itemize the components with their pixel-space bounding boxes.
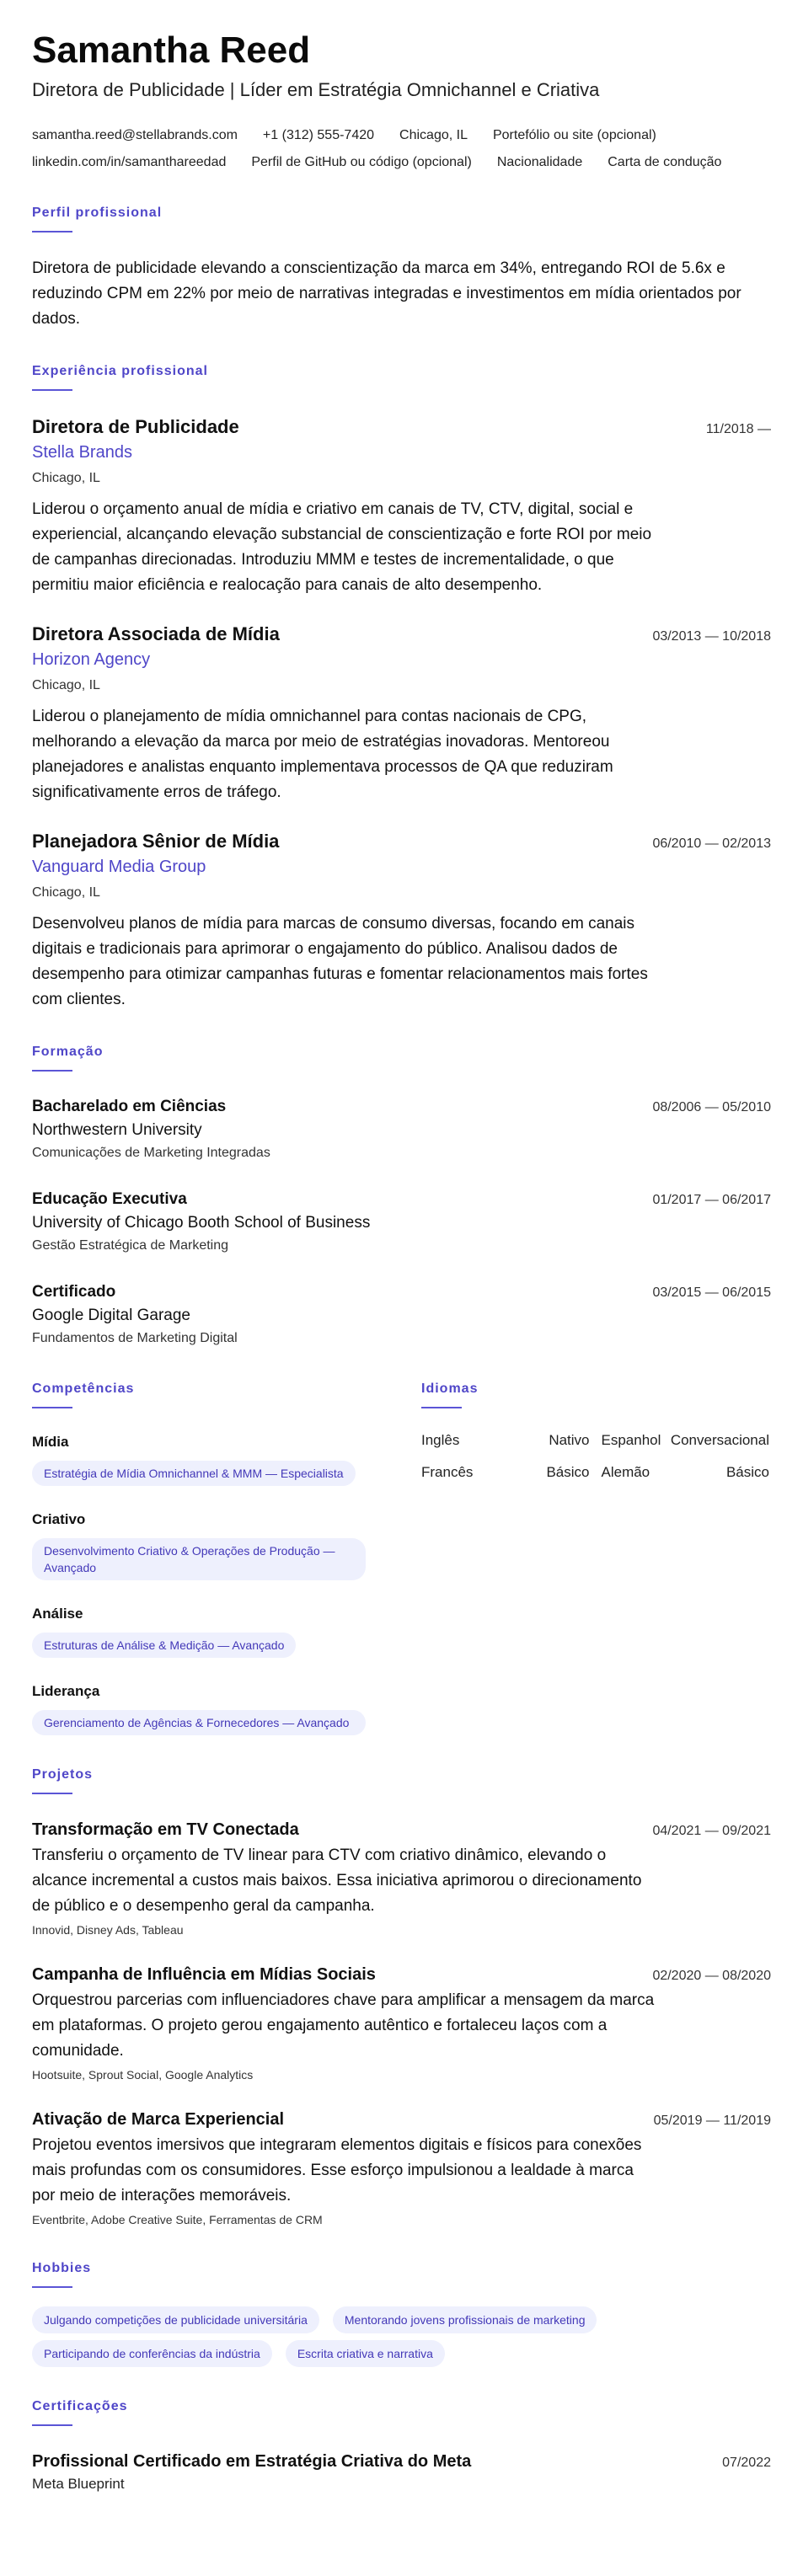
job-description: Liderou o planejamento de mídia omnichannel para contas nacionais de CPG, melhorando a elevação da marca por meio de estratégias inovadoras. Mentoreou planejadores e analistas enquanto implementava processos de QA que reduziram significativamente erros de tráfego. <box>32 708 613 801</box>
language-item <box>602 1430 770 1451</box>
language-level: Básico <box>546 1464 590 1480</box>
contact-location: Chicago, IL <box>399 128 468 142</box>
education-section <box>32 1045 771 1349</box>
language-level: Básico <box>725 1464 769 1480</box>
project-entry <box>32 1818 771 1939</box>
job-location: Chicago, IL <box>32 885 100 900</box>
language-item <box>602 1462 770 1483</box>
project-date: 04/2021 — 09/2021 <box>652 1824 771 1838</box>
language-name: Inglês <box>421 1432 460 1448</box>
certification-title: Profissional Certificado em Estratégia Criativa do Meta <box>32 2452 472 2471</box>
project-title: Ativação de Marca Experiencial <box>32 2110 285 2129</box>
certifications-section <box>32 2399 771 2495</box>
section-divider <box>32 1793 72 1794</box>
project-entry <box>32 2108 771 2229</box>
section-divider <box>32 1070 72 1072</box>
education-date: 01/2017 — 06/2017 <box>652 1193 771 1207</box>
job-description: Desenvolveu planos de mídia para marcas de consumo diversas, focando em canais digitais e tradicionais para aprimorar o engajamento do público. Analisou dados de desempenho para otimizar campanhas futuras e fomentar relacionamentos mais fortes com clientes. <box>32 915 648 1008</box>
section-divider <box>32 1407 72 1408</box>
skill-group <box>32 1510 388 1580</box>
contact-list <box>32 125 731 174</box>
section-title: Competências <box>32 1382 135 1396</box>
project-title: Campanha de Influência em Mídias Sociais <box>32 1965 376 1984</box>
certification-entry <box>32 2450 771 2495</box>
education-degree: Educação Executiva <box>32 1190 187 1208</box>
section-divider <box>32 2286 72 2288</box>
candidate-headline: Diretora de Publicidade | Líder em Estratégia Omnichannel e Criativa <box>32 79 600 100</box>
education-date: 08/2006 — 05/2010 <box>652 1100 771 1114</box>
project-description: Projetou eventos imersivos que integraram elementos digitais e físicos para conexões mais profundas com os consumidores. Esse esforço impulsionou a lealdade à marca por meio de interações memoráveis. <box>32 2136 642 2205</box>
job-company: Vanguard Media Group <box>32 858 206 876</box>
language-level: Conversacional <box>670 1432 769 1448</box>
hobby-chip: Julgando competições de publicidade universitária <box>32 2306 319 2333</box>
language-name: Francês <box>421 1464 474 1480</box>
contact-email[interactable]: samantha.reed@stellabrands.com <box>32 128 238 142</box>
language-name: Alemão <box>601 1464 650 1480</box>
languages-section <box>421 1382 769 1735</box>
experience-section <box>32 364 771 1013</box>
skill-group-name: Mídia <box>32 1434 69 1450</box>
skill-chip: Gerenciamento de Agências & Fornecedores — Avançado <box>32 1710 366 1735</box>
education-date: 03/2015 — 06/2015 <box>652 1285 771 1300</box>
section-divider <box>32 231 72 232</box>
job-title: Diretora de Publicidade <box>32 416 239 437</box>
job-date: 06/2010 — 02/2013 <box>652 836 771 851</box>
language-name: Espanhol <box>601 1432 661 1448</box>
job-company: Stella Brands <box>32 443 132 462</box>
project-tools: Innovid, Disney Ads, Tableau <box>32 1923 184 1937</box>
hobby-chip: Participando de conferências da indústria <box>32 2340 272 2367</box>
section-divider <box>32 389 72 391</box>
job-company: Horizon Agency <box>32 650 151 669</box>
project-date: 02/2020 — 08/2020 <box>652 1969 771 1983</box>
language-item <box>421 1462 590 1483</box>
section-title: Idiomas <box>421 1382 479 1396</box>
job-entry <box>32 829 771 1013</box>
section-title: Perfil profissional <box>32 206 163 220</box>
section-title: Hobbies <box>32 2261 92 2275</box>
education-institution: University of Chicago Booth School of Business <box>32 1214 371 1232</box>
education-field: Gestão Estratégica de Marketing <box>32 1238 229 1253</box>
education-entry <box>32 1188 771 1257</box>
project-description: Transferiu o orçamento de TV linear para CTV com criativo dinâmico, elevando o alcance incremental a custos mais baixos. Essa iniciativa aprimorou o direcionamento de público e o desempenho geral da campanha. <box>32 1846 642 1915</box>
education-degree: Certificado <box>32 1283 116 1301</box>
candidate-name: Samantha Reed <box>32 29 311 71</box>
hobbies-section <box>32 2261 771 2367</box>
section-title: Certificações <box>32 2399 128 2413</box>
language-level: Nativo <box>549 1432 590 1448</box>
contact-drivers-license: Carta de condução <box>608 155 722 169</box>
section-divider <box>32 2424 72 2426</box>
contact-nationality: Nacionalidade <box>496 155 583 169</box>
education-degree: Bacharelado em Ciências <box>32 1098 227 1115</box>
skills-section <box>32 1382 388 1735</box>
job-entry <box>32 622 771 805</box>
skill-chip: Estratégia de Mídia Omnichannel & MMM — Especialista <box>32 1461 356 1486</box>
certification-date: 07/2022 <box>722 2456 771 2470</box>
hobby-chip: Escrita criativa e narrativa <box>286 2340 445 2367</box>
hobby-chip: Mentorando jovens profissionais de marketing <box>333 2306 597 2333</box>
project-title: Transformação em TV Conectada <box>32 1820 299 1839</box>
language-item <box>421 1430 590 1451</box>
education-entry <box>32 1095 771 1164</box>
section-title: Experiência profissional <box>32 364 208 378</box>
education-institution: Google Digital Garage <box>32 1307 190 1324</box>
job-date: 03/2013 — 10/2018 <box>652 629 771 644</box>
skill-group <box>32 1432 388 1486</box>
job-title: Planejadora Sênior de Mídia <box>32 831 280 852</box>
job-description: Liderou o orçamento anual de mídia e criativo em canais de TV, CTV, digital, social e experiencial, alcançando elevação substancial de conscientização e forte ROI por meio de campanhas direcionadas. Introduziu MMM e testes de incrementalidade, o que permitiu maior eficiência e realocação para canais de alto desempenho. <box>32 500 652 594</box>
skill-chip: Estruturas de Análise & Medição — Avançado <box>32 1633 296 1658</box>
hobby-list <box>32 2306 706 2367</box>
education-field: Comunicações de Marketing Integradas <box>32 1146 270 1160</box>
contact-linkedin[interactable]: linkedin.com/in/samanthareedad <box>32 155 227 169</box>
contact-portfolio[interactable]: Portefólio ou site (opcional) <box>492 128 656 142</box>
section-title: Formação <box>32 1045 104 1059</box>
certification-issuer: Meta Blueprint <box>32 2476 125 2492</box>
resume-header <box>32 29 771 174</box>
skill-group-name: Criativo <box>32 1511 86 1527</box>
education-field: Fundamentos de Marketing Digital <box>32 1331 238 1345</box>
education-entry <box>32 1280 771 1349</box>
project-tools: Eventbrite, Adobe Creative Suite, Ferramentas de CRM <box>32 2213 323 2226</box>
job-date: 11/2018 — <box>705 422 771 436</box>
contact-phone[interactable]: +1 (312) 555-7420 <box>262 128 375 142</box>
skill-group <box>32 1681 388 1735</box>
contact-github[interactable]: Perfil de GitHub ou código (opcional) <box>251 155 472 169</box>
job-title: Diretora Associada de Mídia <box>32 623 280 644</box>
skill-group-name: Análise <box>32 1606 83 1622</box>
job-location: Chicago, IL <box>32 471 100 485</box>
education-institution: Northwestern University <box>32 1121 202 1139</box>
projects-section <box>32 1767 771 2229</box>
language-list <box>421 1430 769 1483</box>
project-date: 05/2019 — 11/2019 <box>653 2114 771 2128</box>
skill-chip: Desenvolvimento Criativo & Operações de Produção — Avançado <box>32 1538 366 1580</box>
section-title: Projetos <box>32 1767 94 1782</box>
section-divider <box>421 1407 462 1408</box>
skill-group <box>32 1604 388 1658</box>
job-location: Chicago, IL <box>32 678 100 692</box>
profile-summary: Diretora de publicidade elevando a conscientização da marca em 34%, entregando ROI de 5.6x e reduzindo CPM em 22% por meio de narrativas integradas e investimentos em mídia orientados por dados. <box>32 259 741 328</box>
project-tools: Hootsuite, Sprout Social, Google Analytics <box>32 2068 254 2082</box>
project-entry <box>32 1963 771 2084</box>
profile-section <box>32 206 771 332</box>
skills-languages-row <box>32 1382 771 1735</box>
job-entry <box>32 414 771 598</box>
skill-group-name: Liderança <box>32 1683 100 1699</box>
project-description: Orquestrou parcerias com influenciadores chave para amplificar a mensagem da marca em plataformas. O projeto gerou engajamento autêntico e fortaleceu laços com a comunidade. <box>32 1991 655 2060</box>
